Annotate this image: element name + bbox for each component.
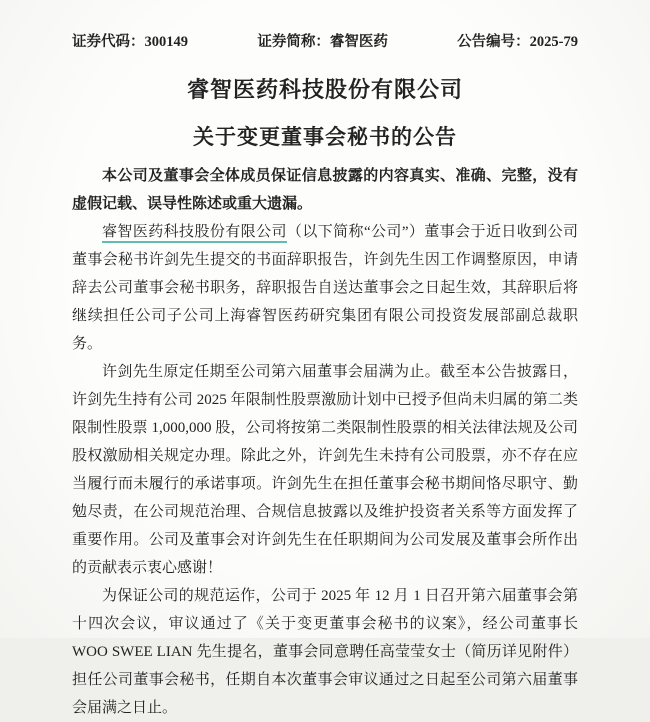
announcement-title: 关于变更董事会秘书的公告 [193,125,457,149]
company-name-link: 睿智医药科技股份有限公司 [102,224,287,243]
tenure-paragraph: 许剑先生原定任期至公司第六届董事会届满为止。截至本公告披露日，许剑先生持有公司 2025 年限制性股票激励计划中已授予但尚未归属的第二类限制性股票 1,000,000 股，公司将按第二类限制性股票的相关法律法规及公司股权激励相关规定办理。除此之外，许剑先生未持有公司股票，亦不存在应当履行而未履行的承诺事项。许剑先生在担任董事会秘书期间恪尽职守、勤勉尽责，在公司规范治理、合规信息披露以及维护投资者关系等方面发挥了重要作用。公司及董事会对许剑先生在任职期间为公司发展及董事会所作出的贡献表示衷心感谢！ [72,364,578,576]
resignation-text: （以下简称“公司”）董事会于近日收到公司董事会秘书许剑先生提交的书面辞职报告，许剑先生因工作调整原因，申请辞去公司董事会秘书职务，辞职报告自送达董事会之日起生效，其辞职后将继续担任公司子公司上海睿智医药研究集团有限公司投资发展部副总裁职务。 [72,224,578,352]
stock-short-name: 证券简称：睿智医药 [257,34,388,50]
appointment-paragraph: 为保证公司的规范运作，公司于 2025 年 12 月 1 日召开第六届董事会第十四次会议，审议通过了《关于变更董事会秘书的议案》，经公司董事长 WOO SWEE LIAN 先生提名，董事会同意聘任高莹莹女士（简历详见附件）担任公司董事会秘书，任期自本次董事会审议通过之日起至公司第六届董事会届满之日止。 [72,588,578,716]
company-title: 睿智医药科技股份有限公司 [186,77,463,102]
announcement-number: 公告编号：2025-79 [457,34,578,50]
stock-code: 证券代码：300149 [72,34,188,50]
resignation-paragraph [72,218,578,358]
document-header [72,30,578,51]
disclaimer-paragraph: 本公司及董事会全体成员保证信息披露的内容真实、准确、完整，没有虚假记载、误导性陈述或重大遗漏。 [72,168,578,212]
announcement-body [72,162,578,722]
